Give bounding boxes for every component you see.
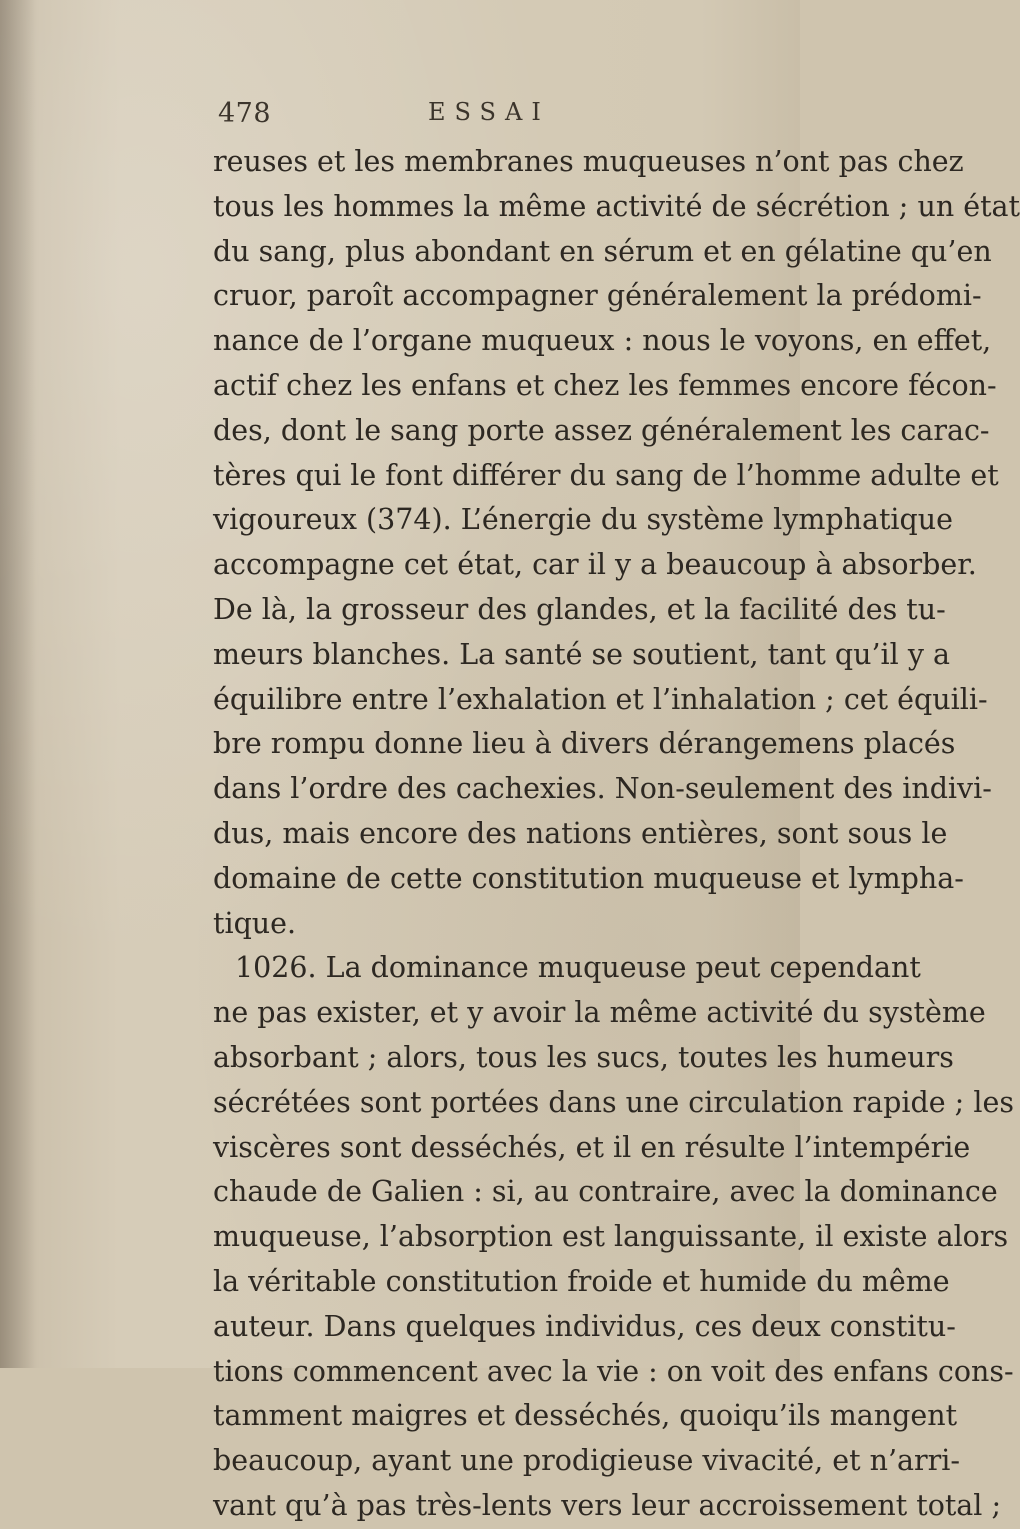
page-header [218,98,688,138]
text-line: dans l’ordre des cachexies. Non-seulement des indivi- [213,772,992,806]
text-line: meurs blanches. La santé se soutient, tant qu’il y a [213,637,950,671]
paragraph-end-line: tique. [213,906,297,940]
text-line: sécrétées sont portées dans une circulation rapide ; les [213,1085,1014,1119]
text-line: cruor, paroît accompagner généralement la prédomi- [213,279,982,313]
text-line: tous les hommes la même activité de sécrétion ; un état [213,189,1020,223]
section-start-line: 1026. La dominance muqueuse peut cependant [235,951,921,985]
text-line: reuses et les membranes muqueuses n’ont pas chez [213,145,964,178]
text-line: viscères sont desséchés, et il en résulte l’intempérie [213,1130,971,1164]
text-line: accompagne cet état, car il y a beaucoup à absorber. [213,548,977,582]
text-line: beaucoup, ayant une prodigieuse vivacité, et n’arri- [213,1444,960,1478]
text-line: domaine de cette constitution muqueuse et lympha- [213,861,964,895]
body-text [213,140,1020,1529]
text-line: tions commencent avec la vie : on voit des enfans cons- [213,1354,1014,1388]
text-line: tamment maigres et desséchés, quoiqu’ils mangent [213,1399,958,1433]
text-line: De là, la grosseur des glandes, et la facilité des tu- [213,592,946,626]
text-line: auteur. Dans quelques individus, ces deux constitu- [213,1309,956,1343]
text-line: chaude de Galien : si, au contraire, avec la dominance [213,1175,998,1209]
gutter-shadow [0,0,36,1368]
text-line: dus, mais encore des nations entières, sont sous le [213,816,948,850]
text-line: bre rompu donne lieu à divers dérangemens placés [213,727,956,761]
text-line: nance de l’organe muqueux : nous le voyons, en effet, [213,324,992,358]
text-line: du sang, plus abondant en sérum et en gélatine qu’en [213,234,992,268]
text-line: muqueuse, l’absorption est languissante, il existe alors [213,1220,1009,1254]
text-line: la véritable constitution froide et humide du même [213,1264,950,1298]
text-line: absorbant ; alors, tous les sucs, toutes les humeurs [213,1040,954,1074]
text-line: équilibre entre l’exhalation et l’inhalation ; cet équili- [213,682,988,716]
text-line: vant qu’à pas très-lents vers leur accroissement total ; [213,1488,1002,1522]
running-head: ESSAI [428,98,550,126]
page-number: 478 [218,98,272,129]
text-line: vigoureux (374). L’énergie du système lymphatique [213,503,953,537]
text-line: des, dont le sang porte assez généralement les carac- [213,413,990,447]
text-line: tères qui le font différer du sang de l’homme adulte et [213,458,999,492]
text-line: actif chez les enfans et chez les femmes encore fécon- [213,368,997,402]
text-line: ne pas exister, et y avoir la même activité du système [213,996,986,1030]
